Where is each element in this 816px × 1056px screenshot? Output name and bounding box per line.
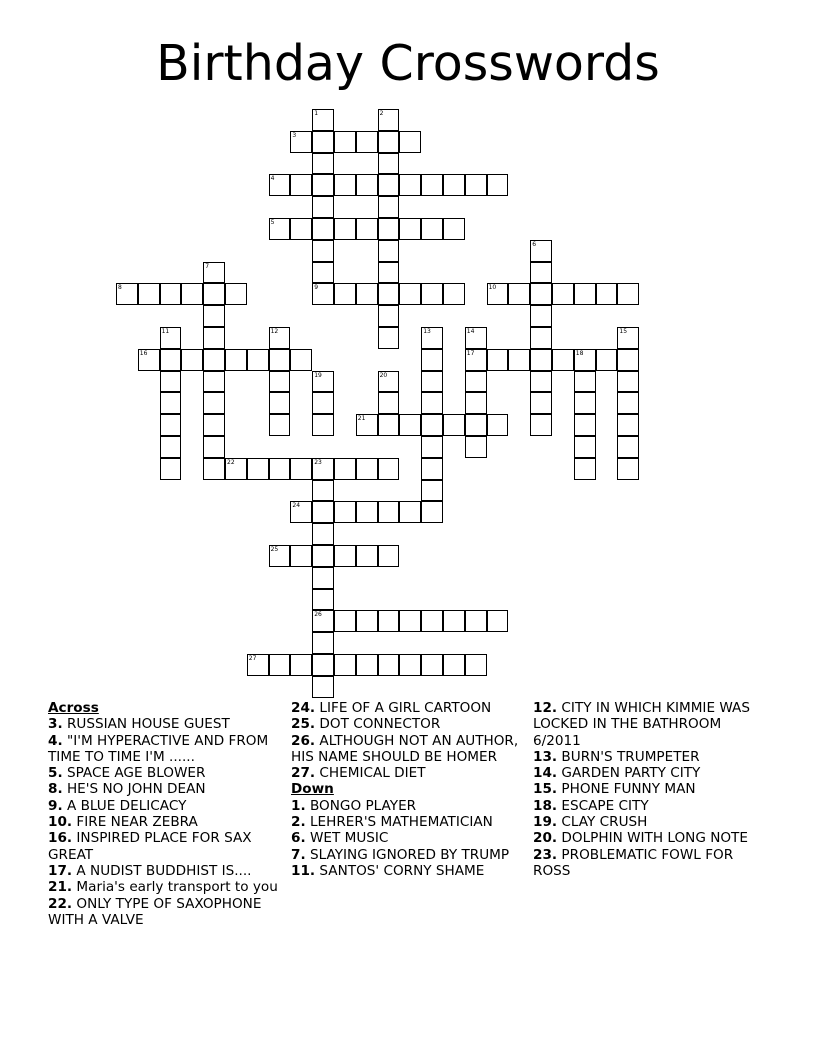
clue-text: FIRE NEAR ZEBRA bbox=[76, 814, 198, 831]
grid-cell[interactable] bbox=[160, 283, 182, 305]
cell-number: 9 bbox=[314, 284, 319, 292]
grid-cell[interactable] bbox=[334, 610, 356, 632]
grid-cell[interactable] bbox=[421, 327, 443, 349]
grid-cell[interactable] bbox=[160, 349, 182, 371]
clue-item bbox=[48, 896, 283, 929]
grid-cell[interactable] bbox=[138, 283, 160, 305]
cell-number: 27 bbox=[248, 655, 257, 662]
grid-cell[interactable] bbox=[465, 414, 487, 436]
grid-cell[interactable] bbox=[617, 327, 639, 349]
grid-cell[interactable] bbox=[617, 349, 639, 371]
grid-cell[interactable] bbox=[378, 610, 400, 632]
clue-text: RUSSIAN HOUSE GUEST bbox=[66, 716, 230, 733]
cell-number: 4 bbox=[270, 175, 275, 183]
grid-cell[interactable] bbox=[378, 196, 400, 218]
grid-cell[interactable] bbox=[312, 632, 334, 654]
grid-cell[interactable] bbox=[552, 349, 574, 371]
clue-item bbox=[48, 765, 283, 781]
clue-list-down-2 bbox=[533, 700, 773, 879]
clue-item bbox=[533, 847, 773, 880]
clue-text: HE'S NO JOHN DEAN bbox=[66, 781, 206, 798]
grid-cell[interactable] bbox=[399, 174, 421, 196]
grid-cell[interactable] bbox=[312, 458, 334, 480]
grid-cell[interactable] bbox=[443, 610, 465, 632]
clue-number: 25. bbox=[291, 716, 316, 733]
cell-number: 2 bbox=[379, 110, 384, 117]
grid-cell[interactable] bbox=[617, 458, 639, 480]
clue-number: 10. bbox=[48, 814, 73, 831]
grid-cell[interactable] bbox=[399, 501, 421, 523]
grid-cell[interactable] bbox=[160, 458, 182, 480]
clue-item bbox=[291, 863, 529, 879]
grid-cell[interactable] bbox=[378, 305, 400, 327]
grid-cell[interactable] bbox=[247, 458, 269, 480]
grid-cell[interactable] bbox=[312, 480, 334, 502]
clue-item bbox=[48, 814, 283, 830]
cell-number: 21 bbox=[357, 415, 366, 423]
clue-item bbox=[291, 814, 529, 830]
grid-cell[interactable] bbox=[138, 349, 160, 371]
clue-item bbox=[48, 733, 283, 766]
clue-item bbox=[48, 798, 283, 814]
grid-cell[interactable] bbox=[334, 283, 356, 305]
grid-cell[interactable] bbox=[181, 283, 203, 305]
grid-cell[interactable] bbox=[574, 349, 596, 371]
grid-cell[interactable] bbox=[465, 436, 487, 458]
clue-text: BONGO PLAYER bbox=[309, 797, 417, 814]
grid-cell[interactable] bbox=[203, 327, 225, 349]
grid-cell[interactable] bbox=[312, 174, 334, 196]
grid-cell[interactable] bbox=[378, 501, 400, 523]
grid-cell[interactable] bbox=[312, 523, 334, 545]
grid-cell[interactable] bbox=[269, 218, 291, 240]
cell-number: 19 bbox=[314, 371, 322, 379]
grid-cell[interactable] bbox=[312, 414, 334, 436]
grid-cell[interactable] bbox=[181, 349, 203, 371]
grid-cell[interactable] bbox=[421, 283, 443, 305]
grid-cell[interactable] bbox=[487, 283, 509, 305]
grid-cell[interactable] bbox=[378, 283, 400, 305]
cell-number: 10 bbox=[488, 284, 497, 292]
clue-item bbox=[533, 830, 773, 846]
grid-cell[interactable] bbox=[203, 262, 225, 284]
grid-cell[interactable] bbox=[290, 545, 312, 567]
grid-cell[interactable] bbox=[617, 392, 639, 414]
grid-cell[interactable] bbox=[378, 109, 400, 131]
clue-text: WET MUSIC bbox=[309, 830, 389, 847]
clue-item bbox=[291, 733, 529, 766]
clue-number: 20. bbox=[533, 830, 558, 847]
clue-number: 5. bbox=[48, 765, 63, 782]
grid-cell[interactable] bbox=[203, 371, 225, 393]
grid-cell[interactable] bbox=[290, 218, 312, 240]
clue-text: ESCAPE CITY bbox=[561, 797, 649, 814]
grid-cell[interactable] bbox=[421, 610, 443, 632]
grid-cell[interactable] bbox=[596, 349, 618, 371]
clue-number: 2. bbox=[291, 814, 306, 831]
grid-cell[interactable] bbox=[269, 371, 291, 393]
grid-cell[interactable] bbox=[116, 283, 138, 305]
cell-number: 1 bbox=[314, 110, 319, 117]
clue-item bbox=[48, 716, 283, 732]
grid-cell[interactable] bbox=[312, 392, 334, 414]
grid-cell[interactable] bbox=[356, 501, 378, 523]
grid-cell[interactable] bbox=[378, 174, 400, 196]
grid-cell[interactable] bbox=[487, 349, 509, 371]
clue-number: 26. bbox=[291, 732, 316, 749]
clue-item bbox=[533, 781, 773, 797]
grid-cell[interactable] bbox=[312, 654, 334, 676]
grid-cell[interactable] bbox=[465, 174, 487, 196]
clue-number: 6. bbox=[291, 830, 306, 847]
grid-cell[interactable] bbox=[596, 283, 618, 305]
grid-cell[interactable] bbox=[312, 610, 334, 632]
clue-number: 11. bbox=[291, 862, 316, 879]
grid-cell[interactable] bbox=[552, 283, 574, 305]
grid-cell[interactable] bbox=[203, 392, 225, 414]
grid-cell[interactable] bbox=[421, 654, 443, 676]
grid-cell[interactable] bbox=[574, 392, 596, 414]
grid-cell[interactable] bbox=[617, 436, 639, 458]
grid-cell[interactable] bbox=[312, 196, 334, 218]
grid-cell[interactable] bbox=[160, 436, 182, 458]
grid-cell[interactable] bbox=[530, 414, 552, 436]
clue-item bbox=[48, 781, 283, 797]
grid-cell[interactable] bbox=[290, 501, 312, 523]
clue-number: 1. bbox=[291, 797, 306, 814]
grid-cell[interactable] bbox=[269, 458, 291, 480]
grid-cell[interactable] bbox=[356, 545, 378, 567]
grid-cell[interactable] bbox=[312, 501, 334, 523]
grid-cell[interactable] bbox=[334, 218, 356, 240]
cell-number: 15 bbox=[619, 328, 628, 335]
grid-cell[interactable] bbox=[465, 327, 487, 349]
cell-number: 24 bbox=[292, 502, 301, 510]
clue-number: 8. bbox=[48, 781, 63, 798]
cell-number: 23 bbox=[314, 458, 322, 466]
grid-cell[interactable] bbox=[378, 327, 400, 349]
cell-number: 14 bbox=[466, 328, 475, 335]
grid-cell[interactable] bbox=[399, 283, 421, 305]
cell-number: 5 bbox=[270, 219, 275, 226]
clue-text: PHONE FUNNY MAN bbox=[561, 781, 696, 798]
grid-cell[interactable] bbox=[530, 240, 552, 262]
cell-number: 18 bbox=[575, 349, 584, 357]
grid-cell[interactable] bbox=[247, 349, 269, 371]
grid-cell[interactable] bbox=[421, 392, 443, 414]
grid-cell[interactable] bbox=[356, 610, 378, 632]
grid-cell[interactable] bbox=[225, 349, 247, 371]
clue-item bbox=[533, 814, 773, 830]
clue-number: 14. bbox=[533, 765, 558, 782]
grid-cell[interactable] bbox=[160, 392, 182, 414]
grid-cell[interactable] bbox=[312, 676, 334, 698]
clue-text: Maria's early transport to you bbox=[76, 879, 278, 896]
grid-cell[interactable] bbox=[356, 414, 378, 436]
clue-text: "I'M HYPERACTIVE AND FROM TIME TO TIME I'M ...... bbox=[48, 732, 269, 765]
clue-item bbox=[291, 798, 529, 814]
cell-number: 7 bbox=[205, 262, 210, 270]
clue-number: 13. bbox=[533, 748, 558, 765]
clue-number: 7. bbox=[291, 846, 306, 863]
grid-cell[interactable] bbox=[203, 349, 225, 371]
cell-number: 3 bbox=[292, 131, 297, 139]
clue-item bbox=[48, 879, 283, 895]
clue-item bbox=[533, 700, 773, 749]
grid-cell[interactable] bbox=[334, 654, 356, 676]
clue-item bbox=[291, 716, 529, 732]
grid-cell[interactable] bbox=[290, 458, 312, 480]
grid-cell[interactable] bbox=[378, 240, 400, 262]
grid-cell[interactable] bbox=[443, 174, 465, 196]
grid-cell[interactable] bbox=[508, 283, 530, 305]
cell-number: 25 bbox=[270, 546, 279, 553]
grid-cell[interactable] bbox=[160, 414, 182, 436]
grid-cell[interactable] bbox=[290, 349, 312, 371]
grid-cell[interactable] bbox=[530, 262, 552, 284]
grid-cell[interactable] bbox=[312, 545, 334, 567]
grid-cell[interactable] bbox=[312, 109, 334, 131]
page-title: Birthday Crosswords bbox=[156, 35, 660, 92]
grid-cell[interactable] bbox=[530, 392, 552, 414]
cell-number: 16 bbox=[139, 349, 148, 357]
grid-cell[interactable] bbox=[312, 371, 334, 393]
clue-number: 3. bbox=[48, 716, 63, 733]
clue-text: DOT CONNECTOR bbox=[319, 716, 441, 733]
grid-cell[interactable] bbox=[443, 283, 465, 305]
clue-number: 22. bbox=[48, 895, 73, 912]
clue-text: PROBLEMATIC FOWL FOR ROSS bbox=[533, 846, 734, 879]
grid-cell[interactable] bbox=[334, 545, 356, 567]
clue-text: LIFE OF A GIRL CARTOON bbox=[319, 700, 492, 716]
clue-number: 15. bbox=[533, 781, 558, 798]
grid-cell[interactable] bbox=[530, 371, 552, 393]
clue-text: SANTOS' CORNY SHAME bbox=[319, 862, 485, 879]
grid-cell[interactable] bbox=[312, 131, 334, 153]
grid-cell[interactable] bbox=[421, 174, 443, 196]
cell-number: 8 bbox=[118, 284, 122, 292]
grid-cell[interactable] bbox=[312, 589, 334, 611]
clue-number: 4. bbox=[48, 732, 63, 749]
clue-number: 17. bbox=[48, 862, 73, 879]
grid-cell[interactable] bbox=[378, 458, 400, 480]
grid-cell[interactable] bbox=[487, 610, 509, 632]
grid-cell[interactable] bbox=[421, 218, 443, 240]
grid-cell[interactable] bbox=[378, 392, 400, 414]
clue-item bbox=[48, 863, 283, 879]
cell-number: 11 bbox=[161, 328, 170, 335]
cell-number: 26 bbox=[314, 611, 322, 619]
grid-cell[interactable] bbox=[378, 654, 400, 676]
cell-number: 22 bbox=[227, 458, 235, 466]
grid-cell[interactable] bbox=[356, 654, 378, 676]
clue-item bbox=[533, 765, 773, 781]
grid-cell[interactable] bbox=[203, 458, 225, 480]
clue-number: 9. bbox=[48, 797, 63, 814]
grid-cell[interactable] bbox=[443, 414, 465, 436]
grid-cell[interactable] bbox=[443, 654, 465, 676]
clue-item bbox=[48, 830, 283, 863]
clue-text: SLAYING IGNORED BY TRUMP bbox=[309, 846, 510, 863]
clue-text: ONLY TYPE OF SAXOPHONE WITH A VALVE bbox=[48, 895, 262, 928]
clue-item bbox=[291, 700, 529, 716]
grid-cell[interactable] bbox=[421, 371, 443, 393]
grid-cell[interactable] bbox=[465, 371, 487, 393]
grid-cell[interactable] bbox=[356, 218, 378, 240]
clue-text: A BLUE DELICACY bbox=[66, 797, 187, 814]
grid-cell[interactable] bbox=[356, 131, 378, 153]
grid-cell[interactable] bbox=[160, 371, 182, 393]
clue-number: 27. bbox=[291, 765, 316, 782]
grid-cell[interactable] bbox=[269, 392, 291, 414]
grid-cell[interactable] bbox=[312, 153, 334, 175]
grid-cell[interactable] bbox=[508, 349, 530, 371]
grid-cell[interactable] bbox=[356, 458, 378, 480]
grid-cell[interactable] bbox=[356, 174, 378, 196]
clue-text: INSPIRED PLACE FOR SAX GREAT bbox=[48, 830, 252, 863]
grid-cell[interactable] bbox=[421, 436, 443, 458]
clue-text: CHEMICAL DIET bbox=[319, 765, 426, 782]
grid-cell[interactable] bbox=[312, 240, 334, 262]
grid-cell[interactable] bbox=[312, 262, 334, 284]
grid-cell[interactable] bbox=[312, 567, 334, 589]
grid-cell[interactable] bbox=[530, 305, 552, 327]
grid-cell[interactable] bbox=[269, 414, 291, 436]
clue-number: 16. bbox=[48, 830, 73, 847]
cell-number: 13 bbox=[423, 328, 431, 335]
grid-cell[interactable] bbox=[378, 218, 400, 240]
grid-cell[interactable] bbox=[399, 610, 421, 632]
grid-cell[interactable] bbox=[160, 327, 182, 349]
grid-cell[interactable] bbox=[378, 545, 400, 567]
grid-cell[interactable] bbox=[334, 174, 356, 196]
grid-cell[interactable] bbox=[269, 349, 291, 371]
clue-text: ALTHOUGH NOT AN AUTHOR, HIS NAME SHOULD BE HOMER bbox=[291, 732, 519, 765]
grid-cell[interactable] bbox=[617, 371, 639, 393]
clue-number: 21. bbox=[48, 879, 73, 896]
grid-cell[interactable] bbox=[421, 458, 443, 480]
clue-text: CLAY CRUSH bbox=[561, 814, 648, 831]
grid-cell[interactable] bbox=[399, 131, 421, 153]
grid-cell[interactable] bbox=[421, 501, 443, 523]
cell-number: 6 bbox=[532, 240, 537, 248]
grid-cell[interactable] bbox=[399, 218, 421, 240]
grid-cell[interactable] bbox=[617, 283, 639, 305]
grid-cell[interactable] bbox=[465, 610, 487, 632]
grid-cell[interactable] bbox=[574, 414, 596, 436]
clue-text: A NUDIST BUDDHIST IS.... bbox=[76, 862, 252, 879]
down-heading: Down bbox=[291, 781, 334, 798]
grid-cell[interactable] bbox=[312, 218, 334, 240]
clue-number: 24. bbox=[291, 700, 316, 716]
grid-cell[interactable] bbox=[574, 436, 596, 458]
grid-cell[interactable] bbox=[378, 371, 400, 393]
grid-cell[interactable] bbox=[334, 501, 356, 523]
clue-list-across-1 bbox=[48, 716, 283, 928]
grid-cell[interactable] bbox=[334, 131, 356, 153]
grid-cell[interactable] bbox=[487, 414, 509, 436]
grid-cell[interactable] bbox=[465, 654, 487, 676]
grid-cell[interactable] bbox=[574, 283, 596, 305]
clue-number: 12. bbox=[533, 700, 558, 716]
grid-cell[interactable] bbox=[334, 458, 356, 480]
grid-cell[interactable] bbox=[574, 458, 596, 480]
grid-cell[interactable] bbox=[378, 414, 400, 436]
grid-cell[interactable] bbox=[290, 654, 312, 676]
grid-cell[interactable] bbox=[225, 458, 247, 480]
clue-item bbox=[533, 749, 773, 765]
grid-cell[interactable] bbox=[530, 327, 552, 349]
across-heading: Across bbox=[48, 700, 99, 716]
clues-column-3 bbox=[533, 700, 773, 879]
grid-cell[interactable] bbox=[617, 414, 639, 436]
clue-item bbox=[291, 847, 529, 863]
grid-cell[interactable] bbox=[399, 654, 421, 676]
grid-cell[interactable] bbox=[290, 131, 312, 153]
grid-cell[interactable] bbox=[530, 283, 552, 305]
grid-cell[interactable] bbox=[225, 283, 247, 305]
grid-cell[interactable] bbox=[290, 174, 312, 196]
grid-cell[interactable] bbox=[269, 654, 291, 676]
grid-cell[interactable] bbox=[356, 283, 378, 305]
clues-column-2 bbox=[291, 700, 529, 879]
grid-cell[interactable] bbox=[465, 392, 487, 414]
grid-cell[interactable] bbox=[465, 349, 487, 371]
grid-cell[interactable] bbox=[203, 283, 225, 305]
grid-cell[interactable] bbox=[269, 545, 291, 567]
clue-item bbox=[291, 830, 529, 846]
grid-cell[interactable] bbox=[203, 305, 225, 327]
grid-cell[interactable] bbox=[269, 174, 291, 196]
clue-text: GARDEN PARTY CITY bbox=[561, 765, 701, 782]
grid-cell[interactable] bbox=[378, 153, 400, 175]
clue-number: 18. bbox=[533, 797, 558, 814]
cell-number: 12 bbox=[270, 328, 279, 335]
clue-number: 23. bbox=[533, 846, 558, 863]
grid-cell[interactable] bbox=[247, 654, 269, 676]
cell-number: 17 bbox=[466, 349, 475, 357]
grid-cell[interactable] bbox=[421, 480, 443, 502]
grid-cell[interactable] bbox=[269, 327, 291, 349]
grid-cell[interactable] bbox=[421, 414, 443, 436]
cell-number: 20 bbox=[379, 371, 388, 379]
clue-item bbox=[533, 798, 773, 814]
grid-cell[interactable] bbox=[378, 262, 400, 284]
clue-number: 19. bbox=[533, 814, 558, 831]
clue-text: SPACE AGE BLOWER bbox=[66, 765, 206, 782]
clue-list-across-2 bbox=[291, 700, 529, 781]
grid-cell[interactable] bbox=[203, 414, 225, 436]
clue-text: CITY IN WHICH KIMMIE WAS LOCKED IN THE BATHROOM 6/2011 bbox=[533, 700, 750, 749]
grid-cell[interactable] bbox=[399, 414, 421, 436]
clue-text: LEHRER'S MATHEMATICIAN bbox=[309, 814, 493, 831]
clues-column-1 bbox=[48, 700, 283, 928]
grid-cell[interactable] bbox=[530, 349, 552, 371]
clue-text: BURN'S TRUMPETER bbox=[561, 748, 700, 765]
grid-cell[interactable] bbox=[487, 174, 509, 196]
grid-cell[interactable] bbox=[443, 218, 465, 240]
grid-cell[interactable] bbox=[203, 436, 225, 458]
grid-cell[interactable] bbox=[421, 349, 443, 371]
grid-cell[interactable] bbox=[312, 283, 334, 305]
clue-text: DOLPHIN WITH LONG NOTE bbox=[561, 830, 748, 847]
grid-cell[interactable] bbox=[378, 131, 400, 153]
clue-list-down-1 bbox=[291, 798, 529, 879]
grid-cell[interactable] bbox=[574, 371, 596, 393]
clue-item bbox=[291, 765, 529, 781]
